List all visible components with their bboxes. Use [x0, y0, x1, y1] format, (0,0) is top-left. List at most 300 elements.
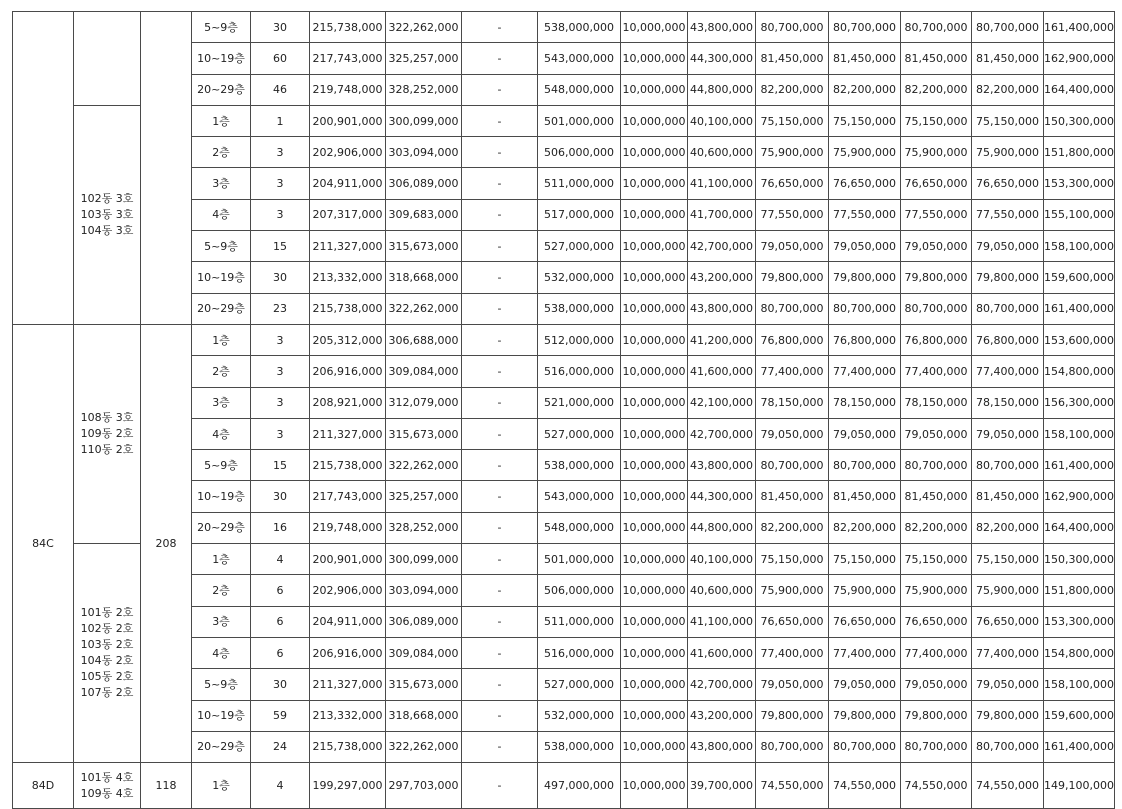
interim-payment-2-cell: 75,150,000	[829, 105, 901, 136]
total-price-cell: 532,000,000	[538, 700, 621, 731]
unit-count-cell: 3	[251, 387, 310, 418]
building-cost-cell: 325,257,000	[386, 43, 462, 74]
interim-payment-3-cell: 80,700,000	[901, 731, 972, 762]
floor-cell: 10~19층	[192, 700, 251, 731]
contract-balance-cell: 40,100,000	[688, 544, 756, 575]
contract-deposit-cell: 10,000,000	[621, 418, 688, 449]
unit-count-cell: 59	[251, 700, 310, 731]
total-price-cell: 527,000,000	[538, 669, 621, 700]
unit-count-cell: 23	[251, 293, 310, 324]
building-line: 110동 2호	[80, 443, 134, 456]
unit-count-cell: 46	[251, 74, 310, 105]
floor-cell: 10~19층	[192, 262, 251, 293]
unit-count-cell: 15	[251, 450, 310, 481]
floor-cell: 5~9층	[192, 669, 251, 700]
interim-payment-1-cell: 76,800,000	[756, 324, 829, 355]
total-price-cell: 527,000,000	[538, 231, 621, 262]
interim-payment-2-cell: 79,800,000	[829, 700, 901, 731]
contract-deposit-cell: 10,000,000	[621, 731, 688, 762]
interim-payment-4-cell: 79,050,000	[972, 669, 1044, 700]
land-cost-cell: 206,916,000	[310, 356, 386, 387]
final-balance-cell: 161,400,000	[1044, 731, 1115, 762]
contract-deposit-cell: 10,000,000	[621, 12, 688, 43]
interim-payment-1-cell: 74,550,000	[756, 763, 829, 809]
land-cost-cell: 206,916,000	[310, 637, 386, 668]
unit-count-cell: 30	[251, 262, 310, 293]
interim-payment-4-cell: 82,200,000	[972, 74, 1044, 105]
final-balance-cell: 151,800,000	[1044, 575, 1115, 606]
interim-payment-3-cell: 82,200,000	[901, 74, 972, 105]
interim-payment-3-cell: 76,800,000	[901, 324, 972, 355]
building-cost-cell: 300,099,000	[386, 105, 462, 136]
total-price-cell: 527,000,000	[538, 418, 621, 449]
land-cost-cell: 215,738,000	[310, 293, 386, 324]
interim-payment-4-cell: 82,200,000	[972, 512, 1044, 543]
interim-payment-4-cell: 80,700,000	[972, 731, 1044, 762]
contract-deposit-cell: 10,000,000	[621, 324, 688, 355]
floor-cell: 1층	[192, 763, 251, 809]
floor-cell: 4층	[192, 418, 251, 449]
interim-payment-4-cell: 75,150,000	[972, 105, 1044, 136]
building-line: 108동 3호	[80, 411, 134, 424]
land-cost-cell: 199,297,000	[310, 763, 386, 809]
interim-payment-3-cell: 80,700,000	[901, 293, 972, 324]
interim-payment-1-cell: 75,900,000	[756, 137, 829, 168]
building-line: 104동 2호	[80, 654, 134, 668]
final-balance-cell: 151,800,000	[1044, 137, 1115, 168]
unit-count-cell: 3	[251, 199, 310, 230]
vat-cell: -	[462, 450, 538, 481]
contract-balance-cell: 44,300,000	[688, 481, 756, 512]
land-cost-cell: 211,327,000	[310, 669, 386, 700]
floor-cell: 20~29층	[192, 512, 251, 543]
contract-balance-cell: 42,700,000	[688, 418, 756, 449]
total-units-cell	[141, 12, 192, 325]
interim-payment-3-cell: 78,150,000	[901, 387, 972, 418]
contract-deposit-cell: 10,000,000	[621, 637, 688, 668]
final-balance-cell: 154,800,000	[1044, 637, 1115, 668]
contract-deposit-cell: 10,000,000	[621, 293, 688, 324]
land-cost-cell: 219,748,000	[310, 512, 386, 543]
interim-payment-2-cell: 74,550,000	[829, 763, 901, 809]
contract-balance-cell: 44,800,000	[688, 512, 756, 543]
unit-count-cell: 30	[251, 481, 310, 512]
building-line: 104동 3호	[80, 223, 134, 237]
building-list-cell	[74, 763, 141, 809]
contract-balance-cell: 43,800,000	[688, 450, 756, 481]
contract-deposit-cell: 10,000,000	[621, 387, 688, 418]
vat-cell: -	[462, 700, 538, 731]
contract-deposit-cell: 10,000,000	[621, 199, 688, 230]
unit-count-cell: 3	[251, 137, 310, 168]
building-cost-cell: 309,683,000	[386, 199, 462, 230]
contract-deposit-cell: 10,000,000	[621, 763, 688, 809]
building-cost-cell: 328,252,000	[386, 74, 462, 105]
floor-cell: 5~9층	[192, 12, 251, 43]
land-cost-cell: 215,738,000	[310, 450, 386, 481]
final-balance-cell: 164,400,000	[1044, 74, 1115, 105]
total-price-cell: 548,000,000	[538, 512, 621, 543]
final-balance-cell: 155,100,000	[1044, 199, 1115, 230]
contract-deposit-cell: 10,000,000	[621, 450, 688, 481]
contract-balance-cell: 39,700,000	[688, 763, 756, 809]
total-price-cell: 543,000,000	[538, 481, 621, 512]
unit-count-cell: 6	[251, 575, 310, 606]
unit-count-cell: 4	[251, 544, 310, 575]
interim-payment-3-cell: 76,650,000	[901, 168, 972, 199]
interim-payment-3-cell: 79,800,000	[901, 700, 972, 731]
building-cost-cell: 315,673,000	[386, 669, 462, 700]
interim-payment-3-cell: 80,700,000	[901, 12, 972, 43]
interim-payment-4-cell: 77,550,000	[972, 199, 1044, 230]
vat-cell: -	[462, 731, 538, 762]
final-balance-cell: 161,400,000	[1044, 293, 1115, 324]
final-balance-cell: 149,100,000	[1044, 763, 1115, 809]
table-row	[13, 12, 1115, 43]
building-cost-cell: 303,094,000	[386, 575, 462, 606]
interim-payment-1-cell: 78,150,000	[756, 387, 829, 418]
building-line: 103동 2호	[80, 638, 134, 652]
interim-payment-3-cell: 79,050,000	[901, 231, 972, 262]
unit-type-cell	[13, 12, 74, 325]
interim-payment-2-cell: 79,050,000	[829, 669, 901, 700]
building-cost-cell: 306,089,000	[386, 606, 462, 637]
building-cost-cell: 306,688,000	[386, 324, 462, 355]
interim-payment-1-cell: 82,200,000	[756, 512, 829, 543]
table-row	[13, 324, 1115, 355]
building-cost-cell: 312,079,000	[386, 387, 462, 418]
total-price-cell: 538,000,000	[538, 450, 621, 481]
vat-cell: -	[462, 544, 538, 575]
interim-payment-4-cell: 79,050,000	[972, 418, 1044, 449]
building-cost-cell: 328,252,000	[386, 512, 462, 543]
floor-cell: 3층	[192, 387, 251, 418]
interim-payment-2-cell: 80,700,000	[829, 293, 901, 324]
interim-payment-1-cell: 77,400,000	[756, 637, 829, 668]
interim-payment-3-cell: 79,800,000	[901, 262, 972, 293]
final-balance-cell: 158,100,000	[1044, 669, 1115, 700]
vat-cell: -	[462, 231, 538, 262]
contract-deposit-cell: 10,000,000	[621, 356, 688, 387]
interim-payment-2-cell: 79,050,000	[829, 418, 901, 449]
interim-payment-3-cell: 77,550,000	[901, 199, 972, 230]
interim-payment-3-cell: 79,050,000	[901, 669, 972, 700]
vat-cell: -	[462, 637, 538, 668]
interim-payment-3-cell: 75,900,000	[901, 137, 972, 168]
interim-payment-3-cell: 79,050,000	[901, 418, 972, 449]
unit-count-cell: 24	[251, 731, 310, 762]
floor-cell: 10~19층	[192, 43, 251, 74]
floor-cell: 3층	[192, 168, 251, 199]
total-price-cell: 511,000,000	[538, 606, 621, 637]
interim-payment-1-cell: 77,550,000	[756, 199, 829, 230]
total-price-cell: 506,000,000	[538, 575, 621, 606]
building-cost-cell: 300,099,000	[386, 544, 462, 575]
total-units-cell: 118	[141, 763, 192, 809]
final-balance-cell: 161,400,000	[1044, 450, 1115, 481]
vat-cell: -	[462, 512, 538, 543]
interim-payment-1-cell: 79,800,000	[756, 262, 829, 293]
final-balance-cell: 154,800,000	[1044, 356, 1115, 387]
interim-payment-4-cell: 80,700,000	[972, 450, 1044, 481]
building-cost-cell: 306,089,000	[386, 168, 462, 199]
vat-cell: -	[462, 168, 538, 199]
interim-payment-2-cell: 76,650,000	[829, 168, 901, 199]
interim-payment-2-cell: 76,800,000	[829, 324, 901, 355]
contract-balance-cell: 41,200,000	[688, 324, 756, 355]
total-price-cell: 516,000,000	[538, 356, 621, 387]
final-balance-cell: 156,300,000	[1044, 387, 1115, 418]
floor-cell: 1층	[192, 324, 251, 355]
interim-payment-1-cell: 75,900,000	[756, 575, 829, 606]
interim-payment-2-cell: 75,900,000	[829, 575, 901, 606]
land-cost-cell: 215,738,000	[310, 731, 386, 762]
building-cost-cell: 322,262,000	[386, 293, 462, 324]
vat-cell: -	[462, 293, 538, 324]
vat-cell: -	[462, 199, 538, 230]
interim-payment-1-cell: 82,200,000	[756, 74, 829, 105]
floor-cell: 1층	[192, 544, 251, 575]
final-balance-cell: 161,400,000	[1044, 12, 1115, 43]
unit-count-cell: 15	[251, 231, 310, 262]
interim-payment-3-cell: 82,200,000	[901, 512, 972, 543]
final-balance-cell: 162,900,000	[1044, 43, 1115, 74]
contract-balance-cell: 43,200,000	[688, 262, 756, 293]
interim-payment-4-cell: 77,400,000	[972, 356, 1044, 387]
interim-payment-2-cell: 77,400,000	[829, 637, 901, 668]
interim-payment-2-cell: 82,200,000	[829, 512, 901, 543]
unit-count-cell: 30	[251, 669, 310, 700]
total-price-cell: 511,000,000	[538, 168, 621, 199]
building-cost-cell: 322,262,000	[386, 12, 462, 43]
final-balance-cell: 158,100,000	[1044, 418, 1115, 449]
interim-payment-4-cell: 81,450,000	[972, 481, 1044, 512]
vat-cell: -	[462, 606, 538, 637]
floor-cell: 5~9층	[192, 450, 251, 481]
final-balance-cell: 153,300,000	[1044, 168, 1115, 199]
contract-balance-cell: 41,700,000	[688, 199, 756, 230]
total-price-cell: 516,000,000	[538, 637, 621, 668]
vat-cell: -	[462, 481, 538, 512]
interim-payment-2-cell: 79,050,000	[829, 231, 901, 262]
interim-payment-2-cell: 77,550,000	[829, 199, 901, 230]
building-cost-cell: 322,262,000	[386, 450, 462, 481]
interim-payment-3-cell: 81,450,000	[901, 43, 972, 74]
land-cost-cell: 202,906,000	[310, 575, 386, 606]
building-list-cell	[74, 12, 141, 106]
contract-balance-cell: 41,100,000	[688, 606, 756, 637]
contract-balance-cell: 40,600,000	[688, 575, 756, 606]
interim-payment-4-cell: 76,800,000	[972, 324, 1044, 355]
contract-deposit-cell: 10,000,000	[621, 669, 688, 700]
building-line: 101동 4호	[80, 770, 134, 784]
vat-cell: -	[462, 356, 538, 387]
unit-count-cell: 60	[251, 43, 310, 74]
land-cost-cell: 200,901,000	[310, 105, 386, 136]
contract-deposit-cell: 10,000,000	[621, 700, 688, 731]
floor-cell: 2층	[192, 356, 251, 387]
floor-cell: 10~19층	[192, 481, 251, 512]
land-cost-cell: 202,906,000	[310, 137, 386, 168]
building-line: 109동 2호	[80, 427, 134, 440]
unit-count-cell: 30	[251, 12, 310, 43]
contract-deposit-cell: 10,000,000	[621, 43, 688, 74]
interim-payment-2-cell: 81,450,000	[829, 481, 901, 512]
contract-balance-cell: 40,600,000	[688, 137, 756, 168]
interim-payment-2-cell: 75,900,000	[829, 137, 901, 168]
interim-payment-4-cell: 80,700,000	[972, 12, 1044, 43]
land-cost-cell: 217,743,000	[310, 43, 386, 74]
building-cost-cell: 309,084,000	[386, 356, 462, 387]
contract-balance-cell: 42,700,000	[688, 231, 756, 262]
table-row	[13, 763, 1115, 809]
building-line: 103동 3호	[80, 207, 134, 221]
vat-cell: -	[462, 137, 538, 168]
building-line: 107동 2호	[80, 686, 134, 700]
vat-cell: -	[462, 575, 538, 606]
unit-count-cell: 4	[251, 763, 310, 809]
building-line: 101동 2호	[80, 606, 134, 620]
interim-payment-2-cell: 76,650,000	[829, 606, 901, 637]
vat-cell: -	[462, 262, 538, 293]
floor-cell: 20~29층	[192, 731, 251, 762]
price-table	[12, 11, 1115, 809]
interim-payment-1-cell: 75,150,000	[756, 544, 829, 575]
contract-balance-cell: 43,200,000	[688, 700, 756, 731]
floor-cell: 20~29층	[192, 74, 251, 105]
interim-payment-2-cell: 78,150,000	[829, 387, 901, 418]
final-balance-cell: 158,100,000	[1044, 231, 1115, 262]
unit-count-cell: 6	[251, 637, 310, 668]
contract-deposit-cell: 10,000,000	[621, 137, 688, 168]
land-cost-cell: 211,327,000	[310, 231, 386, 262]
land-cost-cell: 207,317,000	[310, 199, 386, 230]
interim-payment-2-cell: 75,150,000	[829, 544, 901, 575]
interim-payment-4-cell: 79,800,000	[972, 262, 1044, 293]
interim-payment-2-cell: 82,200,000	[829, 74, 901, 105]
contract-deposit-cell: 10,000,000	[621, 512, 688, 543]
contract-balance-cell: 42,700,000	[688, 669, 756, 700]
final-balance-cell: 159,600,000	[1044, 700, 1115, 731]
final-balance-cell: 150,300,000	[1044, 544, 1115, 575]
contract-deposit-cell: 10,000,000	[621, 606, 688, 637]
unit-count-cell: 6	[251, 606, 310, 637]
total-price-cell: 538,000,000	[538, 293, 621, 324]
floor-cell: 1층	[192, 105, 251, 136]
interim-payment-4-cell: 77,400,000	[972, 637, 1044, 668]
interim-payment-3-cell: 74,550,000	[901, 763, 972, 809]
interim-payment-4-cell: 75,150,000	[972, 544, 1044, 575]
interim-payment-1-cell: 79,800,000	[756, 700, 829, 731]
contract-balance-cell: 40,100,000	[688, 105, 756, 136]
vat-cell: -	[462, 763, 538, 809]
interim-payment-2-cell: 80,700,000	[829, 450, 901, 481]
price-table-container	[12, 11, 1115, 809]
floor-cell: 4층	[192, 637, 251, 668]
contract-balance-cell: 41,100,000	[688, 168, 756, 199]
interim-payment-4-cell: 79,050,000	[972, 231, 1044, 262]
final-balance-cell: 159,600,000	[1044, 262, 1115, 293]
vat-cell: -	[462, 418, 538, 449]
contract-balance-cell: 41,600,000	[688, 637, 756, 668]
interim-payment-1-cell: 80,700,000	[756, 12, 829, 43]
contract-balance-cell: 42,100,000	[688, 387, 756, 418]
interim-payment-1-cell: 81,450,000	[756, 481, 829, 512]
contract-deposit-cell: 10,000,000	[621, 481, 688, 512]
land-cost-cell: 215,738,000	[310, 12, 386, 43]
interim-payment-4-cell: 76,650,000	[972, 606, 1044, 637]
land-cost-cell: 204,911,000	[310, 168, 386, 199]
contract-deposit-cell: 10,000,000	[621, 168, 688, 199]
building-line: 109동 4호	[80, 786, 134, 800]
contract-balance-cell: 44,300,000	[688, 43, 756, 74]
vat-cell: -	[462, 387, 538, 418]
total-price-cell: 532,000,000	[538, 262, 621, 293]
contract-deposit-cell: 10,000,000	[621, 105, 688, 136]
interim-payment-2-cell: 79,800,000	[829, 262, 901, 293]
land-cost-cell: 213,332,000	[310, 700, 386, 731]
land-cost-cell: 217,743,000	[310, 481, 386, 512]
final-balance-cell: 153,600,000	[1044, 324, 1115, 355]
interim-payment-1-cell: 80,700,000	[756, 293, 829, 324]
contract-deposit-cell: 10,000,000	[621, 575, 688, 606]
interim-payment-1-cell: 79,050,000	[756, 231, 829, 262]
interim-payment-4-cell: 80,700,000	[972, 293, 1044, 324]
unit-count-cell: 1	[251, 105, 310, 136]
interim-payment-1-cell: 76,650,000	[756, 606, 829, 637]
land-cost-cell: 219,748,000	[310, 74, 386, 105]
interim-payment-4-cell: 75,900,000	[972, 575, 1044, 606]
interim-payment-3-cell: 75,150,000	[901, 544, 972, 575]
interim-payment-1-cell: 79,050,000	[756, 418, 829, 449]
total-units-cell: 208	[141, 324, 192, 762]
price-table-body	[13, 12, 1115, 809]
building-cost-cell: 322,262,000	[386, 731, 462, 762]
unit-count-cell: 3	[251, 356, 310, 387]
total-price-cell: 521,000,000	[538, 387, 621, 418]
unit-count-cell: 16	[251, 512, 310, 543]
total-price-cell: 497,000,000	[538, 763, 621, 809]
building-line: 102동 2호	[80, 622, 134, 636]
interim-payment-2-cell: 77,400,000	[829, 356, 901, 387]
total-price-cell: 538,000,000	[538, 12, 621, 43]
total-price-cell: 538,000,000	[538, 731, 621, 762]
unit-type-cell: 84C	[13, 324, 74, 762]
vat-cell: -	[462, 669, 538, 700]
building-list-cell	[74, 324, 141, 543]
contract-balance-cell: 43,800,000	[688, 293, 756, 324]
building-cost-cell: 318,668,000	[386, 262, 462, 293]
total-price-cell: 501,000,000	[538, 105, 621, 136]
interim-payment-1-cell: 76,650,000	[756, 168, 829, 199]
interim-payment-3-cell: 80,700,000	[901, 450, 972, 481]
floor-cell: 5~9층	[192, 231, 251, 262]
interim-payment-2-cell: 80,700,000	[829, 12, 901, 43]
floor-cell: 4층	[192, 199, 251, 230]
land-cost-cell: 204,911,000	[310, 606, 386, 637]
interim-payment-2-cell: 81,450,000	[829, 43, 901, 74]
building-cost-cell: 325,257,000	[386, 481, 462, 512]
total-price-cell: 512,000,000	[538, 324, 621, 355]
vat-cell: -	[462, 12, 538, 43]
floor-cell: 20~29층	[192, 293, 251, 324]
land-cost-cell: 200,901,000	[310, 544, 386, 575]
contract-balance-cell: 41,600,000	[688, 356, 756, 387]
unit-count-cell: 3	[251, 168, 310, 199]
building-cost-cell: 315,673,000	[386, 231, 462, 262]
land-cost-cell: 208,921,000	[310, 387, 386, 418]
building-list-cell	[74, 105, 141, 324]
